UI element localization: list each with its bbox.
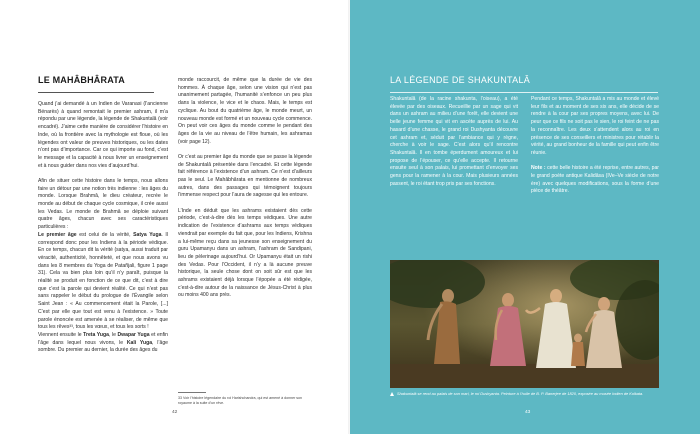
paragraph: Pendant ce temps, Shakuntalâ a mis au monde et élevé leur fils et au moment de ses six ans, elle décide de se rendre à la cour par ses propres moyens, avec lui. De peur que ce fils ne soit pas le sien, le roi feint de ne pas la reconnaître. Les deux s’attendent alors au roi en présence de ses conseillers et ministres pour rétablir la vérité, au grand bonheur de la famille qui peut enfin être réunie.	[531, 96, 659, 156]
title-rule	[390, 92, 658, 93]
paragraph: L’Inde en déduit que les ashrams existaient dès cette période, c’est-à-dire dès les temps védiques. Une autre indication de l’existence d’ashrams aux temps védiques viendrait par exemple du fait que, pour les Indiens, Krishna a lui-même reçu dans sa jeunesse son enseignement du guru Upamanyu dans un ashram, l’ashram de Sandipani, lieu de pèlerinage aujourd’hui. Or Upamanyu était un rishi des Vedas. Pour l’Occident, il n’y a là aucune preuve historique, la seule chose dont on soit sûr est que les ashrams existaient déjà lorsque l’épopée a été rédigée, c’est-à-dire autour de la naissance de Jésus-Christ à plus ou moins 400 ans près.	[178, 207, 312, 299]
painting-caption: Shakuntalâ se rend au palais de son mari, le roi Dushyanta. Peinture à l’huile de B. P. Banerjee de 1820, exposée au musée Indien de Kolkata.	[397, 391, 644, 396]
age-name: Dwapar Yuga	[117, 331, 150, 338]
page-number: 42	[172, 410, 178, 415]
footnote: 33 Voir l’histoire légendaire du roi Harishchandra, qui est amené à donner son royaume à la suite d’un rêve.	[178, 396, 303, 405]
paragraph	[38, 232, 168, 332]
page-number: 43	[525, 410, 531, 415]
age-name: Kali Yuga	[126, 339, 153, 346]
age-name: Le premier âge	[38, 231, 77, 238]
text-span: . Il correspond donc pour les Indiens à la période védique. En ce temps, chacun dit la vérité (satya, aussi traduit par véracité, authenticité, honnêteté, et que nous avons vu dans les 8 membres du Yoga de Patañjali, figure 1 page 31). Cela va bien plus loin qu’il n’y paraît, puisque la réalité se produit en fonction de ce que dit, c’est à dire que c’est la parole qui devient réalité. Ce qui n’est pas sans rappeler le début du prologue de l’Évangile selon Saint Jean : « Au commencement était la Parole, [...] C’est par elle que tout est venu à l’existence. » Toute parole énoncée est amenée à se réaliser, de même que tous les rêves³³, tous les vœux, et tous les sorts !	[38, 231, 168, 331]
paragraph: Shakuntalâ (de la racine shakunta, l’oiseau), a été élevée par des oiseaux. Recueillie par un sage qui vit dans un ashram au milieu d’une forêt, elle devient une belle jeune femme qui vit en ascète auprès de lui. Au hasard d’une chasse, le grand roi Dushyanta découvre cet ashram et, séduit par l’ambiance qui y règne, cherche à voir le sage. C’est alors qu’il rencontre Shakuntalâ. Il en tombe éperdument amoureux et lui propose de l’épouser, ce qu’elle accepte. Il retourne ensuite seul à son palais, lui promettant d’envoyer ses gens pour la ramener à la cour. Mais plusieurs années passent, le roi étant trop pris par ses fonctions.	[390, 96, 518, 187]
paragraph: monde raccourcit, de même que la durée de vie des hommes. À chaque âge, selon une vision qui n’est pas unanimement partagée, l’humanité s’enfonce un peu plus dans la violence, le vice et le chaos. Mais, le temps est cyclique. Au bout du quatrième âge, le monde meurt, un nouveau monde est formé et un nouveau cycle commence. On peut voir ces âges du monde comme le pendant des âges de la vie au niveau de l’être humain, les ashramas (voir page 12).	[178, 77, 312, 145]
right-column-2	[531, 96, 659, 204]
painting-image	[390, 260, 659, 388]
paragraph: Afin de situer cette histoire dans le temps, nous allons faire un détour par une notion très indienne : les âges du monde. Lorsque Brahmâ, le dieu créateur, recrée le monde au début de chaque cycle cosmique, il crée aussi les Vedas. Le monde de Brahmâ se déploie suivant quatre âges, chacun avec ses caractéristiques particulières :	[38, 177, 168, 231]
note-label: Note :	[531, 165, 546, 172]
left-column-2	[178, 77, 312, 308]
text-span: et enfin l’âge dans lequel nous vivons, le	[38, 331, 169, 346]
right-page-title: LA LÉGENDE DE SHAKUNTALÂ	[390, 75, 531, 85]
footnote-rule	[178, 392, 206, 393]
text-span: , l’âge sombre. Du premier au dernier, la durée des âges du	[38, 339, 168, 354]
text-span: est celui de la vérité,	[76, 231, 134, 238]
title-rule	[38, 92, 154, 93]
age-name: Satya Yuga	[133, 231, 162, 238]
left-column-1	[38, 101, 168, 363]
text-span: Viennent ensuite le	[38, 331, 84, 338]
paragraph: Or c’est au premier âge du monde que se passe la légende de Shakuntalâ présentée dans l’encadré. Et cette légende fait référence à l’existence d’un ashram. Ce n’est d’ailleurs pas le seul. Le Mahâbhârata en mentionne de nombreux autres, dans des passages qui témoignent toujours l’immense respect pour l’aura de sagesse qui les entoure.	[178, 153, 312, 199]
age-name: Treta Yuga	[83, 331, 109, 338]
paragraph: Quand j’ai demandé à un Indien de Varanasi (l’ancienne Bénarès) à quand remontait le premier ashram, il m’a répondu par une légende, la légende de Shakuntalâ (voir encadré). J’aime cette manière de considérer l’histoire en Inde, où la frontière avec la mythologie est floue, où les légendes ont valeur de preuves historiques, ou les dates n’ont pas d’importance. Car ce qui importe au fond, c’est le message et la capacité à nous livrer un enseignement et à nous guider dans nos vies d’aujourd’hui.	[38, 101, 168, 169]
text-span: , le	[108, 331, 118, 338]
right-column-1	[390, 96, 518, 196]
paragraph	[38, 332, 168, 355]
left-page-title: LE MAHÂBHÂRATA	[38, 75, 125, 85]
text-span: cette belle histoire a été reprise, entre autres, par le grand poète antique Kalidâsa (IVe–Ve siècle de notre ère) avec quelques modifications, sous la forme d’une pièce de théâtre.	[531, 165, 659, 195]
paragraph	[531, 165, 659, 196]
